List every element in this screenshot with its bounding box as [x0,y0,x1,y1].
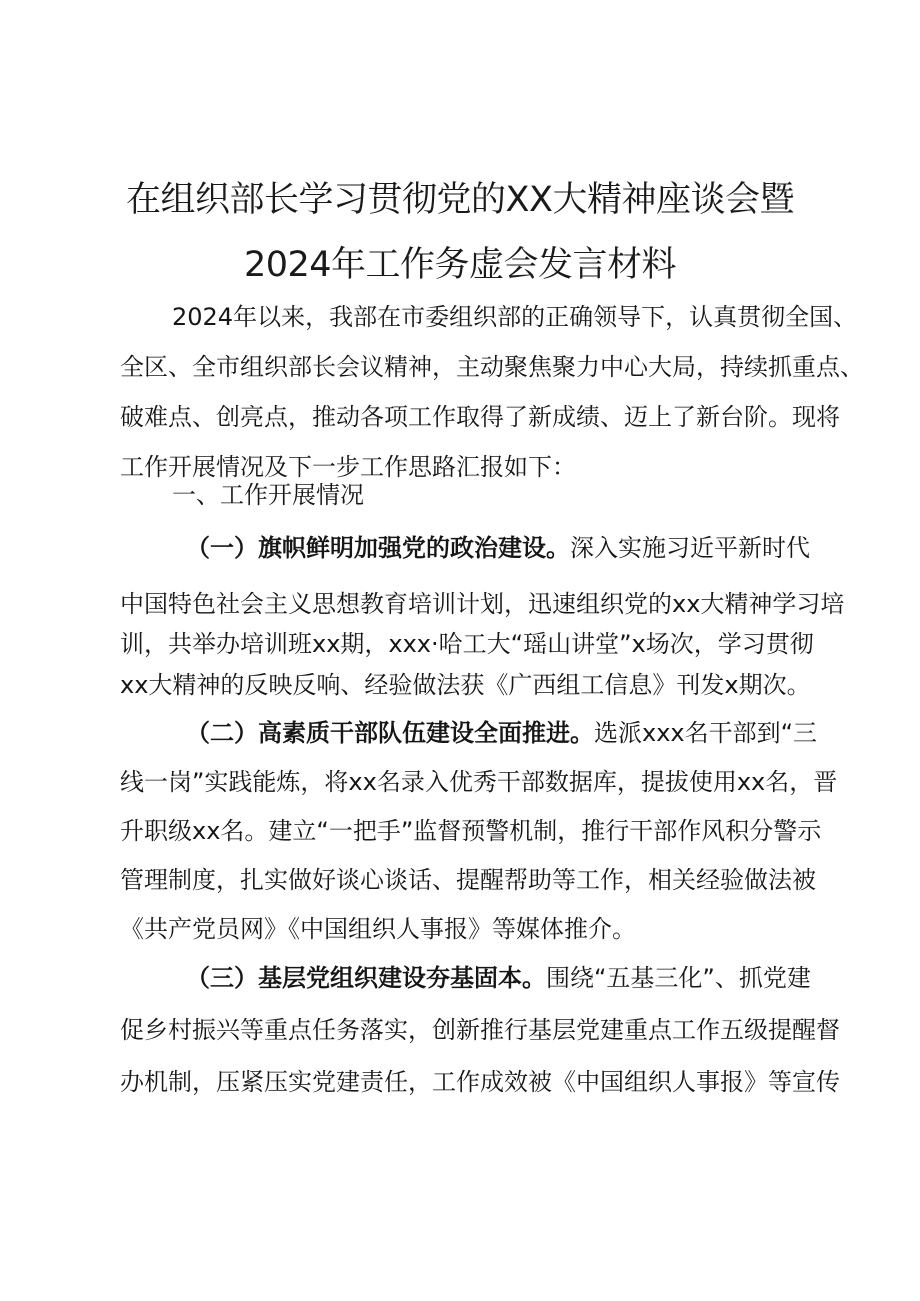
document-title-line-1: 在组织部长学习贯彻党的XX大精神座谈会暨 [126,180,794,220]
item-1-first-line [186,528,810,563]
item-1-line: 中国特色社会主义思想教育培训计划，迅速组织党的xx大精神学习培 [120,590,845,618]
intro-line-3: 破难点、创亮点，推动各项工作取得了新成绩、迈上了新台阶。现将 [120,403,840,431]
item-1-heading: （一）旗帜鲜明加强党的政治建设。 [186,534,570,562]
item-1-line: 训，共举办培训班xx期，xxx·哈工大“瑶山讲堂”x场次，学习贯彻 [120,630,814,658]
item-1-text: 深入实施习近平新时代 [570,534,810,562]
item-2-heading: （二）高素质干部队伍建设全面推进。 [186,719,594,747]
item-1-line: xx大精神的反映反响、经验做法获《广西组工信息》刊发x期次。 [120,671,811,699]
item-3-heading: （三）基层党组织建设夯基固本。 [186,964,546,992]
item-3-line: 促乡村振兴等重点任务落实，创新推行基层党建重点工作五级提醒督 [120,1016,840,1044]
item-3-text: 围绕“五基三化”、抓党建 [546,964,811,992]
item-2-line: 线一岗”实践能炼，将xx名录入优秀干部数据库，提拔使用xx名，晋 [120,768,838,796]
intro-line-1: 2024年以来，我部在市委组织部的正确领导下，认真贯彻全国、 [172,303,858,331]
item-2-line: 《共产党员网》《中国组织人事报》等媒体推介。 [120,915,636,943]
section-heading: 一、工作开展情况 [172,481,364,509]
item-2-text: 选派xxx名干部到“三 [594,719,818,747]
item-2-line: 管理制度，扎实做好谈心谈话、提醒帮助等工作，相关经验做法被 [120,866,816,894]
intro-line-2: 全区、全市组织部长会议精神，主动聚焦聚力中心大局，持续抓重点、 [120,353,864,381]
item-3-first-line [186,958,811,993]
item-3-line: 办机制，压紧压实党建责任，工作成效被《中国组织人事报》等宣传 [120,1068,840,1096]
document-title-line-2: 2024年工作务虚会发言材料 [243,245,677,285]
item-2-first-line [186,713,817,748]
item-2-line: 升职级xx名。建立“一把手”监督预警机制，推行干部作风积分警示 [120,817,822,845]
intro-line-4: 工作开展情况及下一步工作思路汇报如下： [120,453,576,481]
